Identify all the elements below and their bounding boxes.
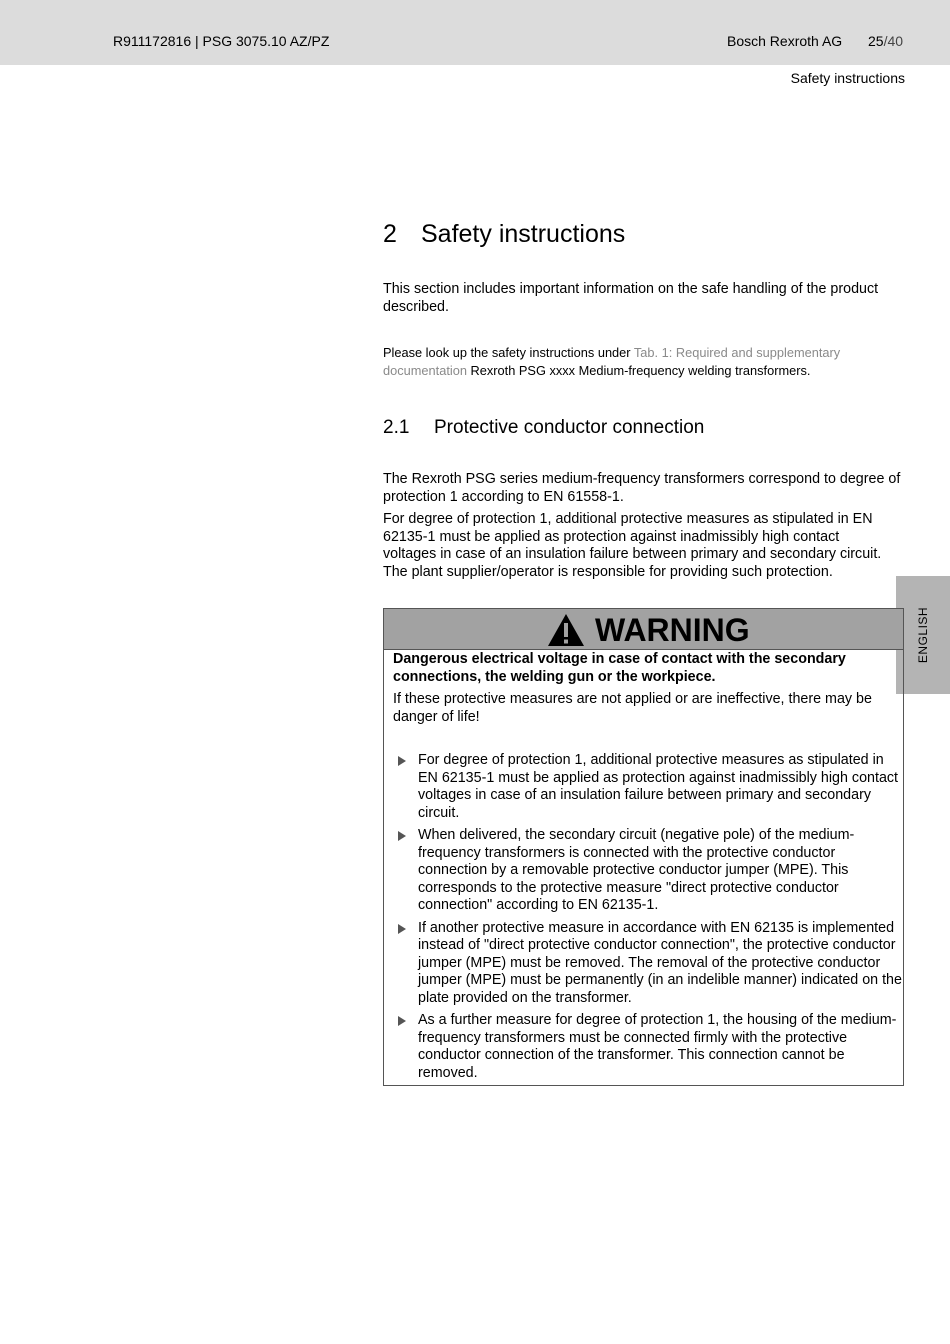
measure-text: If another protective measure in accordance with EN 62135 is implemented instead of "direct protective conductor connection", the protective conductor jumper (MPE) must be removed. The removal of the protective conductor jumper (MPE) must be permanently (in an indelible manner) indicated on the plate provided on the transformer. xyxy=(418,919,902,1006)
warning-header xyxy=(384,609,903,650)
measure-text: For degree of protection 1, additional protective measures as stipulated in EN 62135-1 must be applied as protection against inadmissibly high contact voltages in case of an insulation failure between primary and secondary circuit. xyxy=(418,752,899,821)
page-number xyxy=(868,33,903,49)
running-head: Safety instructions xyxy=(790,70,905,86)
chapter-title: Safety instructions xyxy=(421,220,626,248)
section-number: 2.1 xyxy=(383,417,410,438)
protective-measures-paragraph: For degree of protection 1, additional protective measures as stipulated in EN 62135-1 must be applied as protection against inadmissibly high contact voltages in case of an insulation failure between primary and secondary circuit. The plant supplier/operator is responsible for providing such protection. xyxy=(383,511,882,580)
protection-class-paragraph: The Rexroth PSG series medium-frequency transformers correspond to degree of protection 1 according to EN 61558-1. xyxy=(383,471,901,505)
language-tab xyxy=(896,576,950,694)
company-name: Bosch Rexroth AG xyxy=(727,33,843,49)
list-item xyxy=(384,827,905,915)
chapter-heading xyxy=(383,220,625,249)
lookup-prefix: Please look up the safety instructions under xyxy=(383,345,634,360)
triangle-right-icon xyxy=(398,924,406,934)
warning-box xyxy=(383,608,904,1086)
triangle-right-icon xyxy=(398,756,406,766)
chapter-number: 2 xyxy=(383,220,397,248)
section-title: Protective conductor connection xyxy=(434,417,705,438)
triangle-right-icon xyxy=(398,831,406,841)
measure-text: When delivered, the secondary circuit (negative pole) of the medium-frequency transformers is connected with the protective conductor connection by a removable protective conductor jumper (MPE). This corresponds to the protective measure "direct protective conductor connection" according to EN 62135-1. xyxy=(418,826,855,914)
documentation-table-link[interactable]: Tab. 1: Required and supplementary documentation xyxy=(383,345,841,378)
measures-list xyxy=(384,752,905,1087)
measure-text: As a further measure for degree of protection 1, the housing of the medium-frequency transformers must be connected firmly with the protective conductor connection of the transformer. This connection cannot be removed. xyxy=(418,1012,897,1081)
lookup-paragraph xyxy=(383,344,908,379)
list-item xyxy=(384,1012,905,1082)
list-item xyxy=(384,752,905,822)
signal-word: WARNING xyxy=(595,612,750,648)
intro-paragraph: This section includes important information on the safe handling of the product described. xyxy=(383,281,879,315)
warning-triangle-icon xyxy=(547,613,585,647)
lookup-suffix: Rexroth PSG xxxx Medium-frequency welding transformers. xyxy=(466,362,811,378)
section-heading xyxy=(383,417,704,439)
document-id: R911172816 | PSG 3075.10 AZ/PZ xyxy=(113,33,330,49)
list-item xyxy=(384,920,905,1008)
consequence-statement: If these protective measures are not applied or are ineffective, there may be danger of life! xyxy=(393,691,872,725)
hazard-statement: Dangerous electrical voltage in case of contact with the secondary connections, the welding gun or the workpiece. xyxy=(393,651,846,685)
total-pages: /40 xyxy=(883,33,904,49)
current-page: 25 xyxy=(868,33,884,49)
page-header xyxy=(0,0,950,65)
triangle-right-icon xyxy=(398,1016,406,1026)
warning-title xyxy=(547,612,750,648)
language-label: ENGLISH xyxy=(916,606,930,664)
